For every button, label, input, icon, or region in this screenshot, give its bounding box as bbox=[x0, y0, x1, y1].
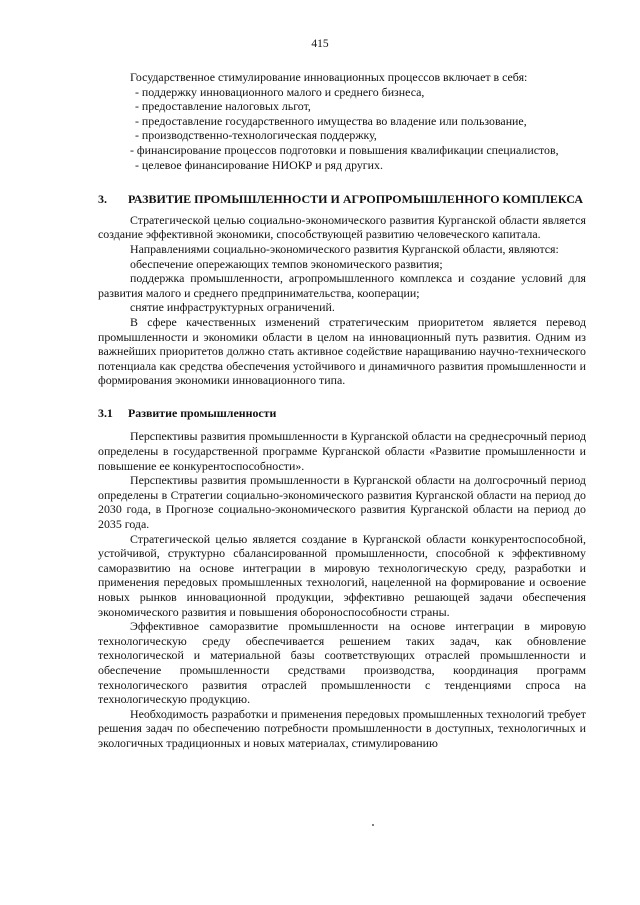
paragraph: Необходимость разработки и применения передовых промышленных технологий требует решения задач по обеспечению потребности промышленности в доступных, технологичных и экологичных традиционных и новых материалах, стимулированию bbox=[98, 706, 586, 750]
intro-item: - предоставление государственного имущества во владение или пользование, bbox=[135, 113, 527, 128]
paragraph: Перспективы развития промышленности в Курганской области на долгосрочный период определены в Стратегии социально-экономического развития Курганской области на период до 2030 года, в Прогнозе социально-экономического развития Курганской области на период до 2035 года. bbox=[98, 473, 586, 532]
intro-item: - производственно-технологическая поддержку, bbox=[135, 128, 377, 143]
intro-item: - предоставление налоговых льгот, bbox=[135, 99, 311, 114]
paragraph: обеспечение опережающих темпов экономического развития; bbox=[130, 256, 443, 271]
intro-item: - финансирование процессов подготовки и повышения квалификации специалистов, bbox=[130, 142, 559, 157]
section-title: РАЗВИТИЕ ПРОМЫШЛЕННОСТИ И АГРОПРОМЫШЛЕННОГО КОМПЛЕКСА bbox=[128, 192, 584, 207]
paragraph: Стратегической целью социально-экономического развития Курганской области является создание эффективной экономики, способствующей развитию человеческого капитала. bbox=[98, 212, 586, 242]
intro-item: - целевое финансирование НИОКР и ряд других. bbox=[135, 157, 383, 172]
paragraph: Направлениями социально-экономического развития Курганской области, являются: bbox=[130, 241, 559, 256]
subsection-number: 3.1 bbox=[98, 405, 113, 420]
scan-speck bbox=[372, 824, 374, 826]
subsection-heading bbox=[98, 406, 586, 421]
section-heading bbox=[98, 192, 586, 207]
paragraph: Стратегической целью является создание в Курганской области конкурентоспособной, устойчивой, структурно сбалансированной промышленности, способной к эффективному саморазвитию на основе интеграции в мировую технологическую среду, разработки и применения передовых промышленных технологий, нацеленной на формирование и освоение новых рынков инновационной продукции, эффективно решающей задачи обеспечения экономического развития и повышения обороноспособности страны. bbox=[98, 531, 586, 619]
page-content bbox=[98, 70, 586, 751]
page-number: 415 bbox=[311, 38, 329, 50]
paragraph: поддержка промышленности, агропромышленного комплекса и создание условий для развития малого и среднего предпринимательства, кооперации; bbox=[98, 271, 586, 300]
paragraph: В сфере качественных изменений стратегическим приоритетом является перевод промышленности и экономики области в целом на инновационный путь развития. Одним из важнейших приоритетов должно стать активное содействие наращиванию научно-технического потенциала как средства обеспечения устойчивого и динамичного развития промышленности и формирования экономики инновационного типа. bbox=[98, 314, 586, 388]
paragraph: снятие инфраструктурных ограничений. bbox=[130, 300, 335, 315]
intro-item: - поддержку инновационного малого и среднего бизнеса, bbox=[135, 84, 425, 99]
subsection-title: Развитие промышленности bbox=[128, 405, 277, 420]
intro-lead: Государственное стимулирование инновационных процессов включает в себя: bbox=[130, 70, 528, 84]
paragraph: Перспективы развития промышленности в Курганской области на среднесрочный период определены в государственной программе Курганской области «Развитие промышленности и повышение ее конкурентоспособности». bbox=[98, 429, 586, 473]
paragraph: Эффективное саморазвитие промышленности на основе интеграции в мировую технологическую среду обеспечивается решением таких задач, как обновление технологической и материальной базы соответствующих отраслей промышленности и обеспечение промышленности средствами производства, координация программ технологического развития отраслей промышленности с тенденциями спроса на технологическую продукцию. bbox=[98, 619, 586, 707]
section-number: 3. bbox=[98, 192, 107, 207]
